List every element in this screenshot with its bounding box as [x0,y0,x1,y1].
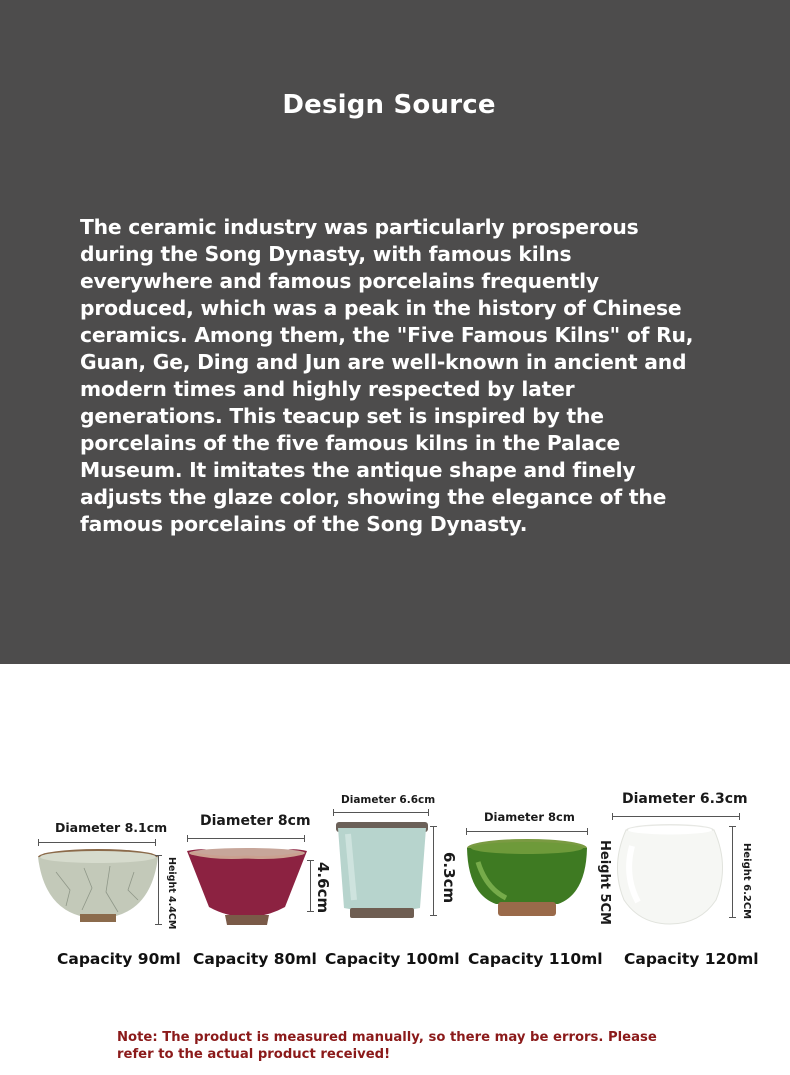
diameter-label: Diameter 8cm [200,813,311,829]
diameter-line [466,831,588,832]
height-line [732,826,733,918]
height-label: 6.3cm [440,852,458,904]
diameter-label: Diameter 8cm [484,810,575,824]
cup-image-ge-kiln [36,848,160,928]
cup-image-guan-kiln [466,838,588,922]
capacity-label: Capacity 80ml [193,950,317,968]
diameter-line [612,816,740,817]
diameter-line [38,842,156,843]
capacity-label: Capacity 90ml [57,950,181,968]
capacity-label: Capacity 120ml [624,950,759,968]
cup-image-ru-kiln [334,820,430,922]
capacity-label: Capacity 100ml [325,950,460,968]
diameter-line [333,812,429,813]
diameter-label: Diameter 6.6cm [341,794,436,806]
height-label: 4.6cm [314,862,332,914]
cup-image-ding-kiln [614,822,726,926]
height-label: Height 4.4CM [166,857,177,930]
cup-image-jun-kiln [185,845,309,930]
height-line [158,855,159,925]
height-line [310,860,311,912]
measurement-note: Note: The product is measured manually, so there may be errors. Please refer to the actual product received! [117,1030,657,1062]
capacity-label: Capacity 110ml [468,950,603,968]
section-description: The ceramic industry was particularly prosperous during the Song Dynasty, with famous kilns everywhere and famous porcelains frequently produced, which was a peak in the history of Chinese ceramics. Among them, the "Five Famous Kilns" of Ru, Guan, Ge, Ding and Jun are well-known in ancient and modern times and highly respected by later generations. This teacup set is inspired by the porcelains of the five famous kilns in the Palace Museum. It imitates the antique shape and finely adjusts the glaze color, showing the elegance of the famous porcelains of the Song Dynasty. [80,215,694,536]
diameter-label: Diameter 8.1cm [55,820,168,835]
height-line [433,826,434,916]
height-label: Height 5CM [597,840,612,925]
diameter-line [187,838,305,839]
section-title: Design Source [282,90,496,120]
height-label: Height 6.2CM [741,843,752,920]
diameter-label: Diameter 6.3cm [622,791,748,807]
